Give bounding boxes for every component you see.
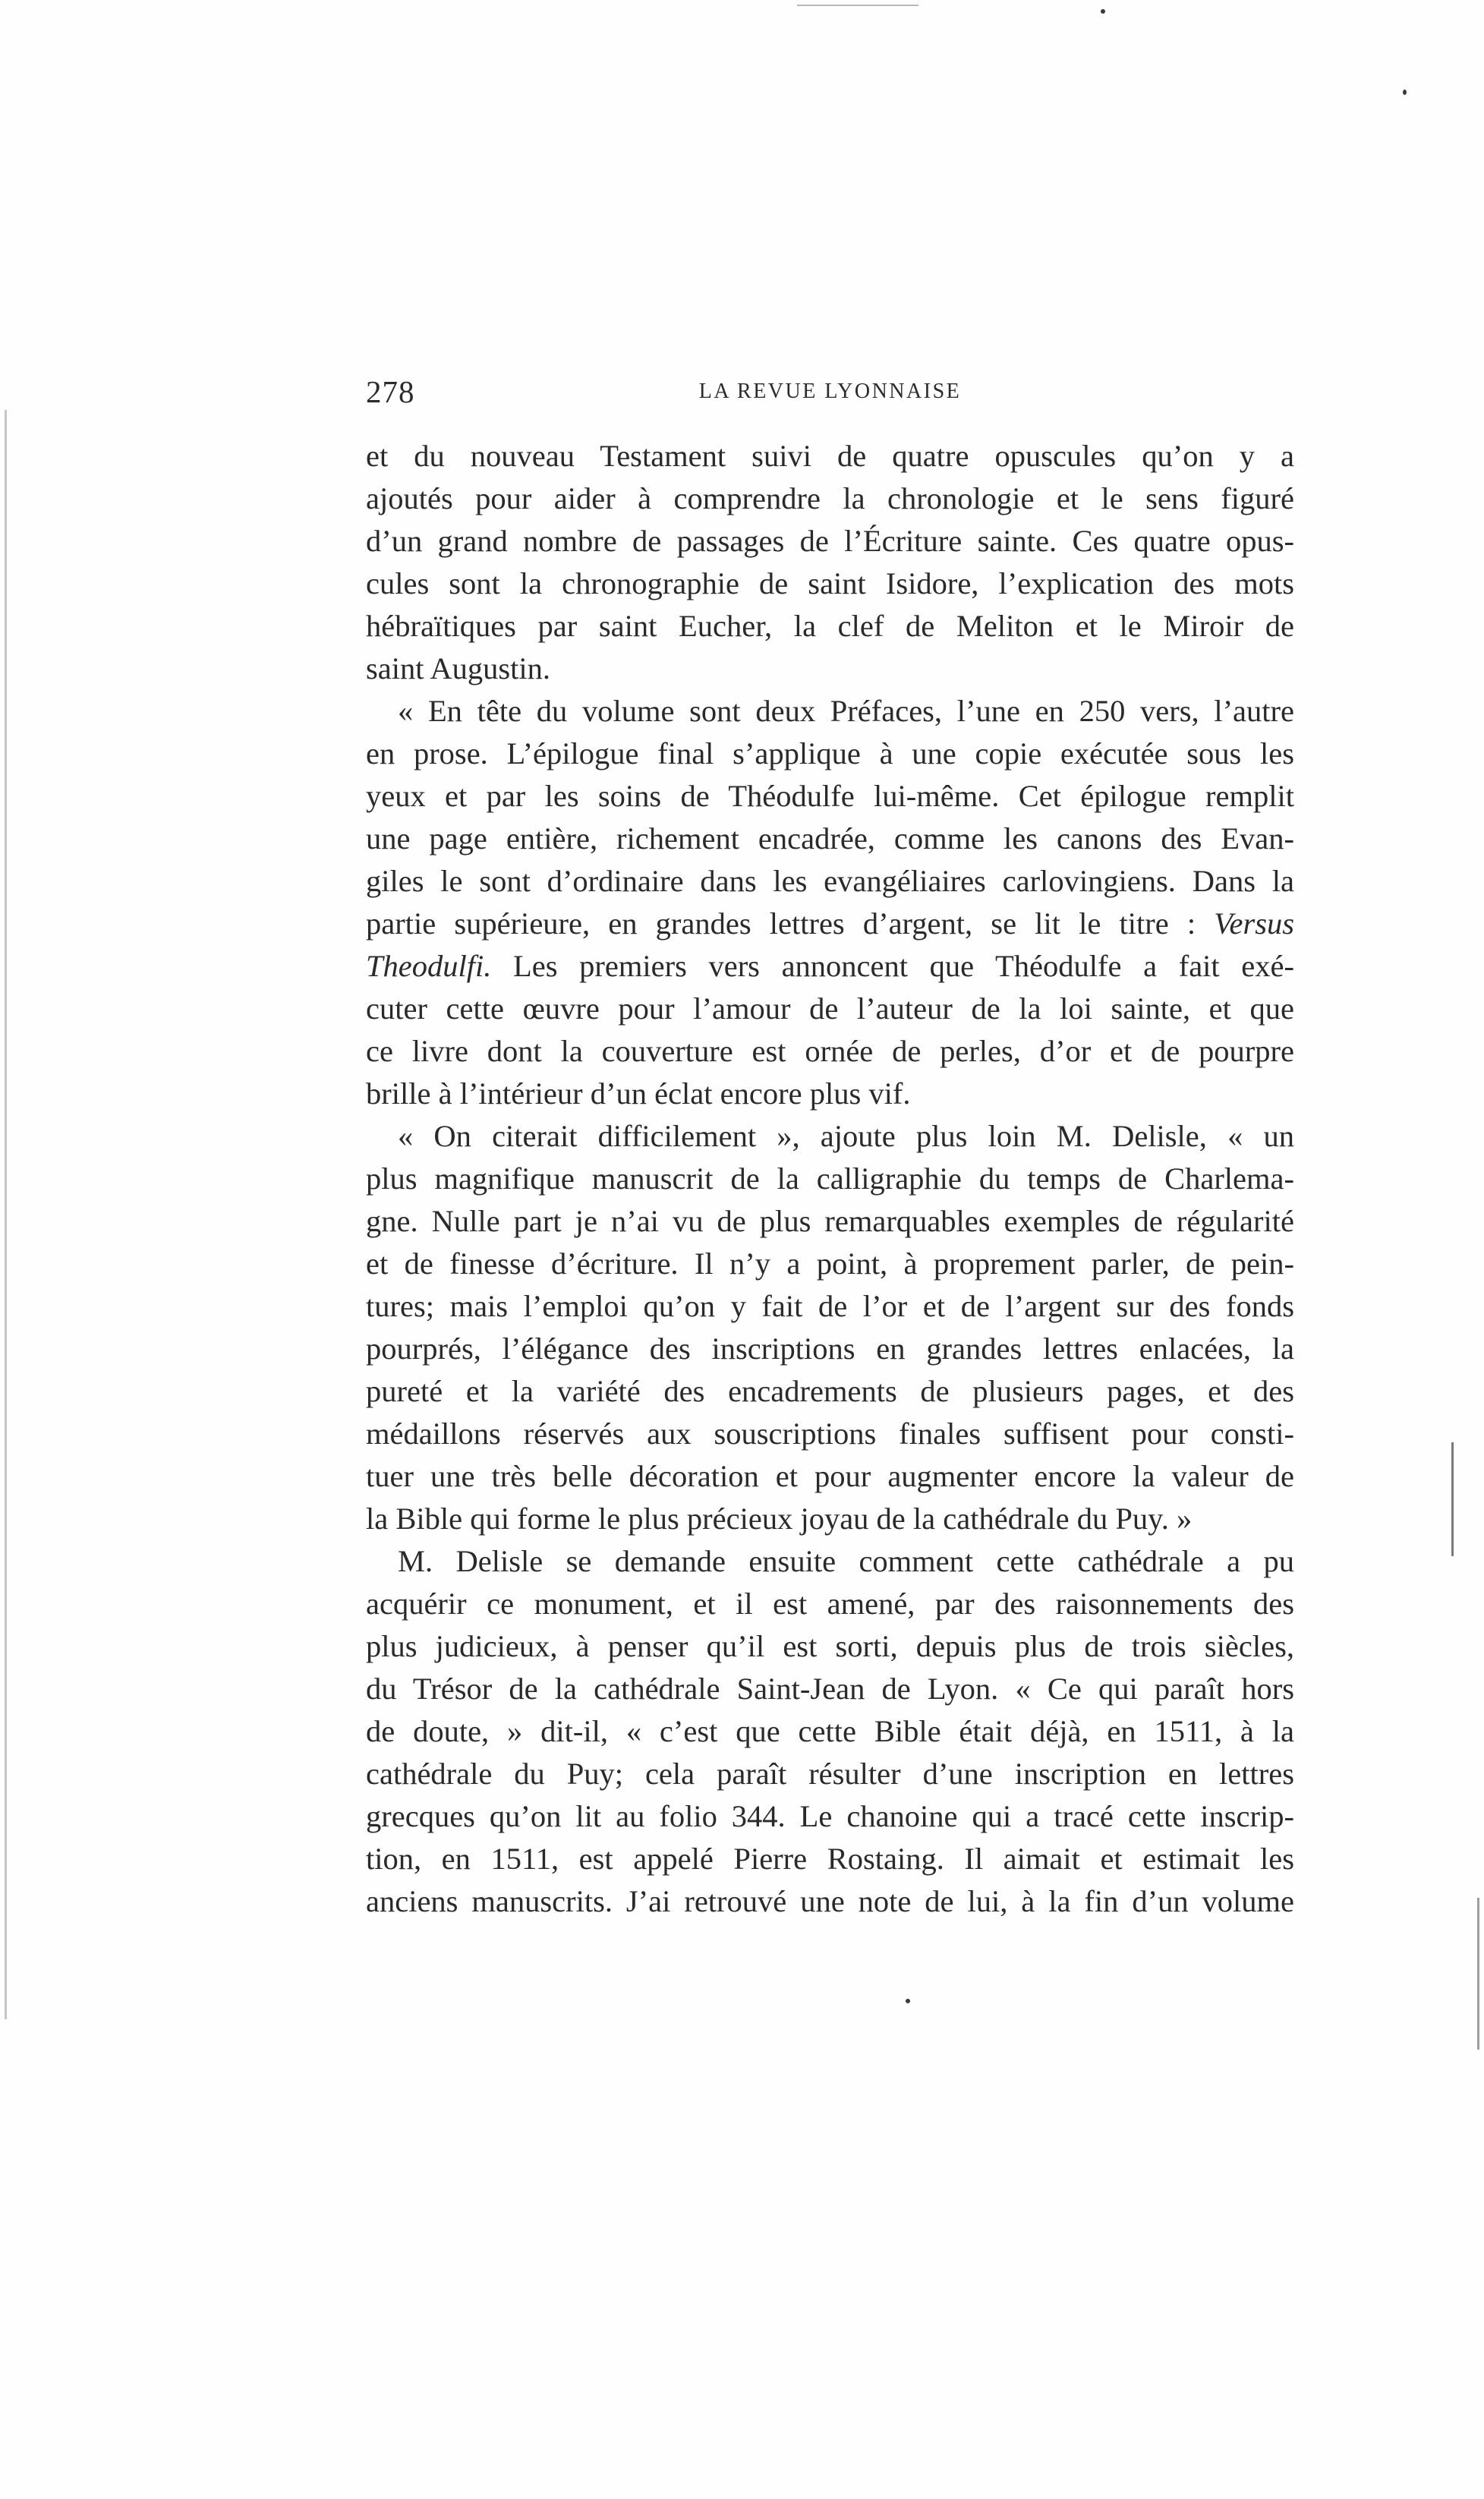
text-line	[366, 1200, 1294, 1243]
line-text: plus magnifique manuscrit de la calligraphie du temps de Charlema-	[366, 1161, 1294, 1196]
line-text: médaillons réservés aux souscriptions finales suffisent pour consti-	[366, 1417, 1294, 1451]
scan-speck	[906, 1999, 910, 2003]
scan-artifact-left-edge	[5, 410, 7, 2019]
line-text: yeux et par les soins de Théodulfe lui-même. Cet épilogue remplit	[366, 779, 1294, 813]
line-text: M. Delisle se demande ensuite comment cette cathédrale a pu	[398, 1544, 1294, 1578]
line-text: plus judicieux, à penser qu’il est sorti, depuis plus de trois siècles,	[366, 1629, 1294, 1663]
line-text: la Bible qui forme le plus précieux joyau de la cathédrale du Puy. »	[366, 1502, 1193, 1536]
line-text: tion, en 1511, est appelé Pierre Rostaing. Il aimait et estimait les	[366, 1842, 1294, 1876]
line-text: une page entière, richement encadrée, comme les canons des Evan-	[366, 821, 1294, 856]
text-line	[366, 1285, 1294, 1328]
text-line	[366, 1243, 1294, 1285]
line-text: et du nouveau Testament suivi de quatre opuscules qu’on y a	[366, 439, 1294, 473]
text-line	[366, 1625, 1294, 1668]
line-text: cuter cette œuvre pour l’amour de l’auteur de la loi sainte, et que	[366, 991, 1294, 1026]
text-line	[366, 945, 1294, 988]
line-text: gne. Nulle part je n’ai vu de plus remarquables exemples de régularité	[366, 1204, 1294, 1238]
text-line	[366, 988, 1294, 1030]
line-text: anciens manuscrits. J’ai retrouvé une note de lui, à la fin d’un volume	[366, 1884, 1294, 1918]
line-text: pourprés, l’élégance des inscriptions en grandes lettres enlacées, la	[366, 1331, 1294, 1366]
text-line	[366, 1413, 1294, 1455]
line-text: et de finesse d’écriture. Il n’y a point, à proprement parler, de pein-	[366, 1246, 1294, 1281]
line-text: ajoutés pour aider à comprendre la chronologie et le sens figuré	[366, 481, 1294, 515]
line-text: en prose. L’épilogue final s’applique à une copie exécutée sous les	[366, 736, 1294, 770]
line-text: brille à l’intérieur d’un éclat encore plus vif.	[366, 1076, 911, 1111]
text-line	[366, 733, 1294, 775]
line-text: « En tête du volume sont deux Préfaces, l’une en 250 vers, l’autre	[398, 694, 1294, 728]
line-text: du Trésor de la cathédrale Saint-Jean de Lyon. « Ce qui paraît hors	[366, 1672, 1294, 1706]
text-line	[366, 775, 1294, 818]
text-line	[366, 648, 1294, 690]
text-line	[366, 818, 1294, 860]
scan-artifact-right-edge	[1477, 1898, 1479, 2050]
page-header	[366, 373, 1294, 416]
line-text: de doute, » dit-il, « c’est que cette Bible était déjà, en 1511, à la	[366, 1714, 1294, 1748]
italic-text: Versus	[1214, 906, 1294, 941]
text-line	[366, 1838, 1294, 1880]
line-text: « On citerait difficilement », ajoute plus loin M. Delisle, « un	[398, 1119, 1294, 1153]
line-text: hébraïtiques par saint Eucher, la clef de Meliton et le Miroir de	[366, 609, 1294, 643]
text-line	[366, 1158, 1294, 1200]
running-head: LA REVUE LYONNAISE	[698, 380, 962, 403]
text-line	[366, 1710, 1294, 1753]
text-line	[366, 520, 1294, 563]
line-text: tures; mais l’emploi qu’on y fait de l’or et de l’argent sur des fonds	[366, 1289, 1294, 1323]
body-text	[366, 435, 1294, 1923]
line-text: acquérir ce monument, et il est amené, par des raisonnements des	[366, 1587, 1294, 1621]
text-line	[366, 860, 1294, 903]
text-line	[366, 1498, 1294, 1540]
line-text: cules sont la chronographie de saint Isidore, l’explication des mots	[366, 566, 1294, 600]
line-text: tuer une très belle décoration et pour augmenter encore la valeur de	[366, 1459, 1294, 1493]
page-number: 278	[366, 374, 415, 409]
line-text: ce livre dont la couverture est ornée de perles, d’or et de pourpre	[366, 1034, 1294, 1068]
text-line	[366, 1328, 1294, 1370]
line-text: pureté et la variété des encadrements de plusieurs pages, et des	[366, 1374, 1294, 1408]
scan-artifact-top-line	[797, 5, 918, 6]
text-line	[366, 1668, 1294, 1710]
line-text: giles le sont d’ordinaire dans les evangéliaires carlovingiens. Dans la	[366, 864, 1294, 898]
line-text: partie supérieure, en grandes lettres d’argent, se lit le titre :	[366, 906, 1196, 941]
text-line	[366, 1880, 1294, 1923]
text-line	[366, 1795, 1294, 1838]
line-text: saint Augustin.	[366, 651, 551, 685]
line-text: Les premiers vers annoncent que Théodulfe a fait exé-	[491, 949, 1294, 983]
text-line	[366, 690, 1294, 733]
text-line	[366, 1540, 1294, 1583]
text-line	[366, 1030, 1294, 1073]
text-line	[366, 1370, 1294, 1413]
text-line	[366, 563, 1294, 605]
text-line	[366, 1583, 1294, 1625]
scan-speck	[1403, 90, 1407, 95]
scan-artifact-right-edge	[1451, 1442, 1454, 1556]
text-line	[366, 605, 1294, 648]
text-line	[366, 477, 1294, 520]
line-text: cathédrale du Puy; cela paraît résulter d’une inscription en lettres	[366, 1757, 1294, 1791]
line-text: d’un grand nombre de passages de l’Écriture sainte. Ces quatre opus-	[366, 524, 1294, 558]
italic-text: Theodulfi.	[366, 949, 492, 983]
text-line	[366, 1073, 1294, 1115]
scan-speck	[1101, 9, 1105, 14]
text-line	[366, 1455, 1294, 1498]
text-line	[366, 1115, 1294, 1158]
text-line	[366, 903, 1294, 945]
text-line	[366, 1753, 1294, 1795]
line-text: grecques qu’on lit au folio 344. Le chanoine qui a tracé cette inscrip-	[366, 1799, 1294, 1833]
text-line	[366, 435, 1294, 477]
